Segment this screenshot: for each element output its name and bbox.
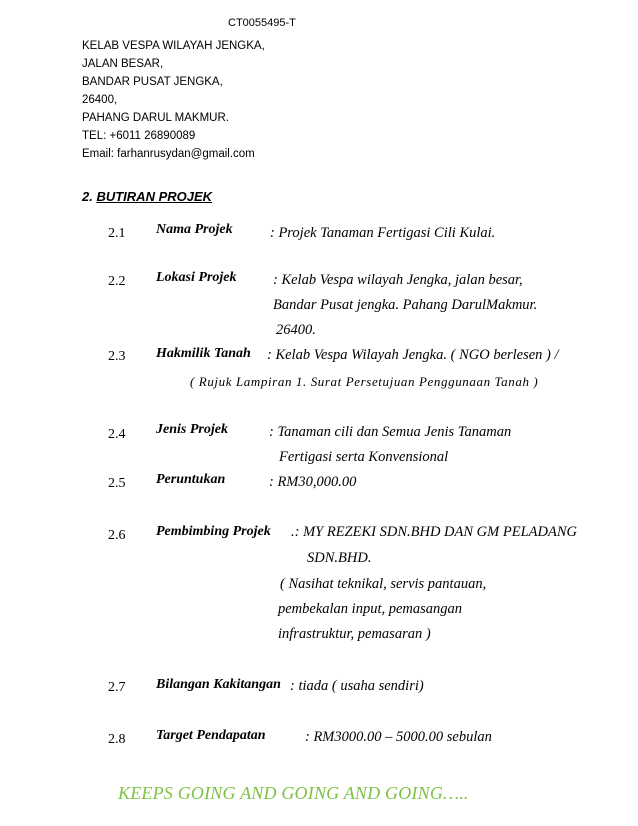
item-label-project-type: Jenis Projek (156, 422, 228, 437)
address-line-state: PAHANG DARUL MAKMUR. (82, 112, 229, 124)
item-value-project-type-line2: Fertigasi serta Konvensional (279, 449, 449, 465)
item-label-land-ownership: Hakmilik Tanah (156, 346, 251, 361)
item-value-allocation: : RM30,000.00 (269, 474, 357, 490)
item-value-project-type-line1: : Tanaman cili dan Semua Jenis Tanaman (269, 424, 512, 440)
item-number: 2.2 (108, 274, 126, 289)
item-number: 2.4 (108, 427, 126, 442)
item-label-project-name: Nama Projek (156, 222, 233, 237)
item-value-mentor-line5: infrastruktur, pemasaran ) (278, 626, 431, 642)
item-number: 2.6 (108, 528, 126, 543)
address-line-postcode: 26400, (82, 94, 118, 106)
item-label-staff-count: Bilangan Kakitangan (156, 677, 281, 692)
item-value-staff-count: : tiada ( usaha sendiri) (290, 678, 424, 694)
item-label-income-target: Target Pendapatan (156, 728, 266, 743)
item-label-location: Lokasi Projek (156, 270, 237, 285)
item-value-location-line3: 26400. (276, 322, 316, 338)
reference-code: CT0055495-T (228, 17, 296, 29)
footer-motto: KEEPS GOING AND GOING AND GOING….. (118, 783, 469, 803)
address-line-email: Email: farhanrusydan@gmail.com (82, 148, 255, 160)
item-number: 2.3 (108, 349, 126, 364)
address-line-club: KELAB VESPA WILAYAH JENGKA, (82, 40, 265, 52)
section-number: 2. (82, 189, 93, 204)
item-value-location-line2: Bandar Pusat jengka. Pahang DarulMakmur. (273, 297, 538, 313)
address-line-town: BANDAR PUSAT JENGKA, (82, 76, 223, 88)
item-value-land-ownership: : Kelab Vespa Wilayah Jengka. ( NGO berlesen ) / (267, 347, 559, 363)
land-ownership-note: ( Rujuk Lampiran 1. Surat Persetujuan Penggunaan Tanah ) (190, 374, 539, 389)
item-number: 2.8 (108, 732, 126, 747)
item-number: 2.1 (108, 226, 126, 241)
section-title: BUTIRAN PROJEK (96, 189, 213, 204)
address-line-street: JALAN BESAR, (82, 58, 164, 70)
section-heading (82, 189, 212, 204)
item-value-mentor-line4: pembekalan input, pemasangan (278, 601, 463, 617)
item-value-mentor-line2: SDN.BHD. (307, 550, 372, 566)
item-number: 2.7 (108, 680, 126, 695)
item-value-project-name: : Projek Tanaman Fertigasi Cili Kulai. (270, 225, 496, 241)
item-value-mentor-line3: ( Nasihat teknikal, servis pantauan, (280, 576, 487, 592)
item-label-allocation: Peruntukan (156, 472, 226, 487)
item-number: 2.5 (108, 476, 126, 491)
item-label-project-mentor: Pembimbing Projek (156, 524, 271, 539)
item-value-mentor-line1: .: MY REZEKI SDN.BHD DAN GM PELADANG (291, 524, 577, 540)
item-value-location-line1: : Kelab Vespa wilayah Jengka, jalan besar, (273, 272, 523, 288)
item-value-income-target: : RM3000.00 – 5000.00 sebulan (305, 729, 492, 745)
address-line-phone: TEL: +6011 26890089 (82, 130, 196, 142)
